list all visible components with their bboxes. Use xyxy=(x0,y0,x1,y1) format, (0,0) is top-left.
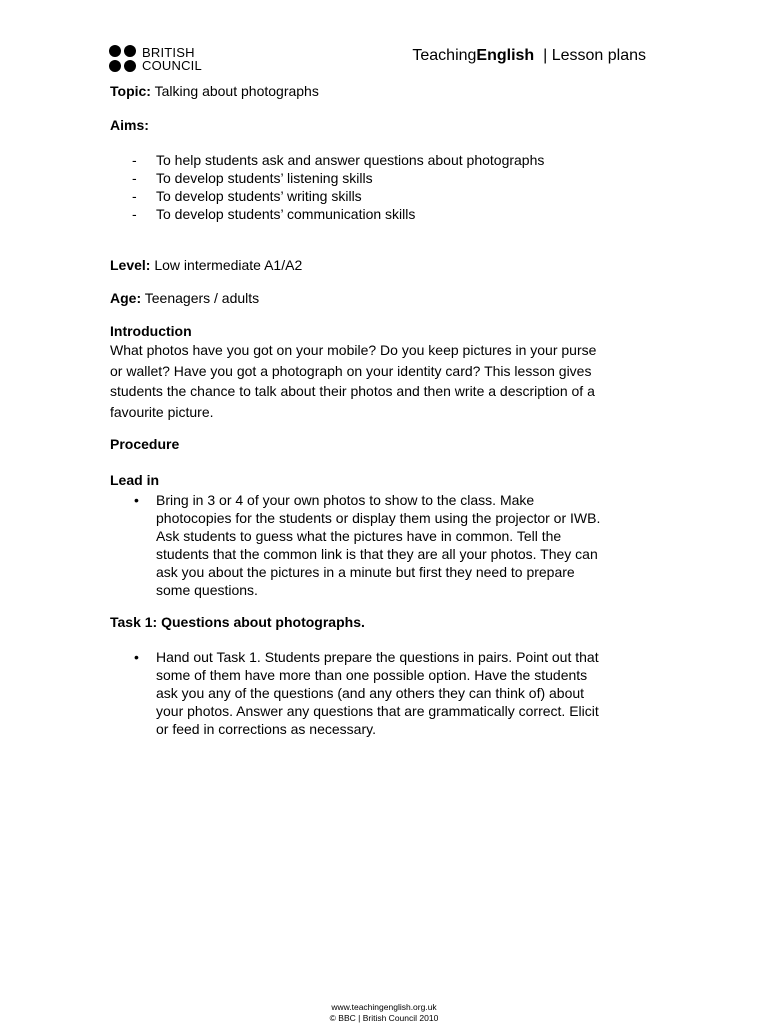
introduction-line: students the chance to talk about their photos and then write a description of a xyxy=(110,383,595,399)
task1-list xyxy=(110,648,655,738)
task1-heading: Task 1: Questions about photographs. xyxy=(110,614,365,630)
aims-heading: Aims: xyxy=(110,117,149,133)
british-council-logo xyxy=(109,44,209,74)
task1-line: • Hand out Task 1. Students prepare the questions in pairs. Point out that xyxy=(156,649,599,665)
age-value: Teenagers / adults xyxy=(141,290,260,306)
introduction-text xyxy=(110,340,655,422)
lead-in-line: photocopies for the students or display them using the projector or IWB. xyxy=(156,510,601,526)
lead-in-list xyxy=(110,491,655,599)
lead-in-line: students that the common link is that they are all your photos. They can xyxy=(156,546,598,562)
header-title-suffix: | Lesson plans xyxy=(538,47,646,64)
age-label: Age: xyxy=(110,290,142,306)
logo-line-2: COUNCIL xyxy=(142,58,202,73)
topic-line xyxy=(110,82,655,100)
task1-line: ask you any of the questions (and any others they can think of) about xyxy=(156,685,585,701)
aims-item: - To develop students’ communication skills xyxy=(110,205,655,223)
aims-item: - To develop students’ writing skills xyxy=(110,187,655,205)
topic-value: Talking about photographs xyxy=(150,83,319,99)
lead-in-line: some questions. xyxy=(156,582,258,598)
aims-list xyxy=(110,151,655,223)
lesson-content xyxy=(110,82,655,738)
page-footer xyxy=(0,1002,768,1024)
lead-in-line: ask you about the pictures in a minute but first they need to prepare xyxy=(156,564,575,580)
lead-in-line: • Bring in 3 or 4 of your own photos to show to the class. Make xyxy=(156,492,535,508)
lead-in-heading: Lead in xyxy=(110,472,160,488)
procedure-heading: Procedure xyxy=(110,436,180,452)
task1-line: your photos. Answer any questions that are grammatically correct. Elicit xyxy=(156,703,599,719)
header-title xyxy=(412,47,646,65)
task1-line: some of them have more than one possible option. Have the students xyxy=(156,667,588,683)
introduction-line: What photos have you got on your mobile? Do you keep pictures in your purse xyxy=(110,342,597,358)
introduction-heading: Introduction xyxy=(110,323,192,339)
topic-label: Topic: xyxy=(110,83,151,99)
introduction-line: favourite picture. xyxy=(110,403,214,420)
age-line xyxy=(110,289,655,307)
level-label: Level: xyxy=(110,257,151,273)
level-value: Low intermediate A1/A2 xyxy=(150,257,303,273)
lead-in-line: Ask students to guess what the pictures have in common. Tell the xyxy=(156,528,562,544)
aims-item: - To help students ask and answer questions about photographs xyxy=(110,151,655,169)
level-line xyxy=(110,256,655,274)
footer-url: www.teachingenglish.org.uk xyxy=(331,1002,437,1012)
logo-line-1: BRITISH xyxy=(142,45,195,60)
header-title-prefix: Teaching xyxy=(412,47,477,64)
lead-in-item xyxy=(110,491,655,599)
task1-line: or feed in corrections as necessary. xyxy=(156,721,376,737)
footer-copyright: © BBC | British Council 2010 xyxy=(329,1013,439,1023)
aims-item: - To develop students’ listening skills xyxy=(110,169,655,187)
logo-text xyxy=(142,46,202,72)
logo-dots-icon xyxy=(109,45,137,73)
task1-item xyxy=(110,648,655,738)
header-title-bold: English xyxy=(476,47,535,64)
introduction-line: or wallet? Have you got a photograph on your identity card? This lesson gives xyxy=(110,362,592,379)
